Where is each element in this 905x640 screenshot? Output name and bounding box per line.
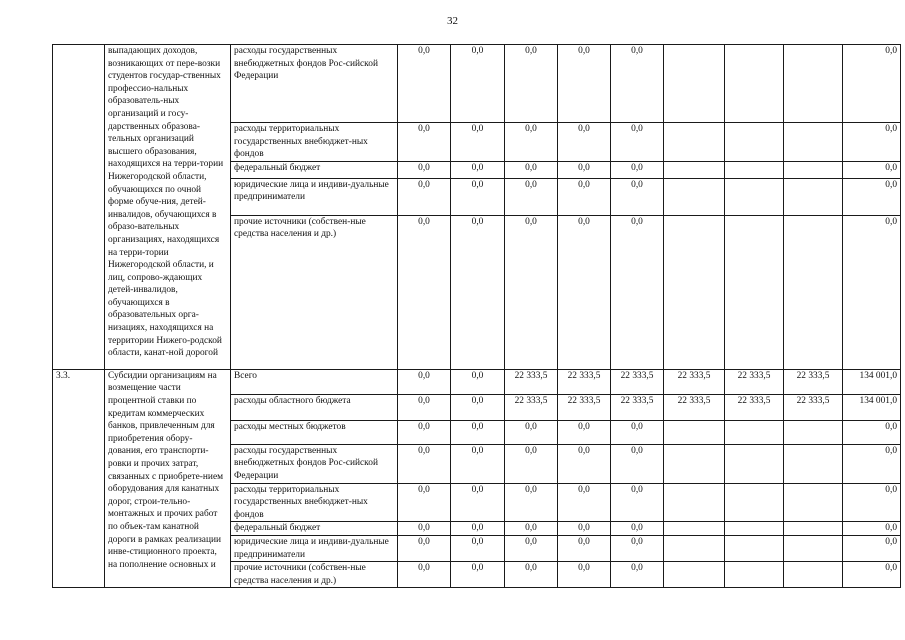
funding-source: расходы областного бюджета [231,394,398,420]
year-value: 0,0 [611,420,664,444]
year-value: 0,0 [451,420,505,444]
year-value [725,420,784,444]
row-index [53,45,105,370]
funding-source: прочие источники (собствен-ные средства населения и др.) [231,562,398,588]
page-number: 32 [447,15,458,27]
year-value: 0,0 [558,420,611,444]
year-value: 0,0 [451,45,505,123]
year-value [725,562,784,588]
year-value: 0,0 [398,420,451,444]
year-value: 0,0 [398,369,451,394]
year-value: 0,0 [558,483,611,522]
year-value: 0,0 [505,123,558,162]
funding-source: федеральный бюджет [231,522,398,536]
year-value: 0,0 [398,535,451,561]
year-value [784,178,843,215]
total-value: 0,0 [843,444,901,483]
year-value [784,215,843,369]
year-value: 0,0 [611,562,664,588]
year-value: 0,0 [451,535,505,561]
year-value [664,161,725,178]
year-value: 0,0 [451,522,505,536]
year-value: 0,0 [398,394,451,420]
year-value [784,444,843,483]
year-value [725,444,784,483]
year-value [725,161,784,178]
year-value: 22 333,5 [611,369,664,394]
year-value: 22 333,5 [664,369,725,394]
year-value [664,444,725,483]
year-value: 0,0 [451,161,505,178]
year-value: 0,0 [505,535,558,561]
total-value: 0,0 [843,535,901,561]
total-value: 0,0 [843,522,901,536]
year-value [784,522,843,536]
year-value: 0,0 [611,215,664,369]
year-value [664,420,725,444]
funding-source: Всего [231,369,398,394]
total-value: 0,0 [843,562,901,588]
funding-source: юридические лица и индиви-дуальные предприниматели [231,535,398,561]
year-value [725,535,784,561]
year-value: 0,0 [505,522,558,536]
year-value [664,483,725,522]
year-value: 0,0 [398,123,451,162]
year-value: 0,0 [505,444,558,483]
year-value [664,522,725,536]
year-value [664,562,725,588]
row-index: 3.3. [53,369,105,588]
year-value [725,45,784,123]
funding-source: федеральный бюджет [231,161,398,178]
funding-source: расходы местных бюджетов [231,420,398,444]
year-value: 0,0 [505,215,558,369]
year-value [784,420,843,444]
total-value: 134 001,0 [843,394,901,420]
year-value: 0,0 [558,215,611,369]
year-value [664,123,725,162]
year-value: 0,0 [505,45,558,123]
year-value: 0,0 [398,161,451,178]
year-value: 22 333,5 [725,394,784,420]
year-value: 0,0 [611,45,664,123]
year-value [664,535,725,561]
year-value: 0,0 [558,161,611,178]
year-value: 0,0 [505,420,558,444]
year-value: 0,0 [398,444,451,483]
measure-description: выпадающих доходов, возникающих от пере-возки студентов государ-ственных профессио-нальных образователь-ных организаций и госу-дарственных образова-тельных организаций высшего образования, находящихся на терри-тории Нижегородской области, обучающихся по очной форме обуче-ния, детей-инвалидов, обучающихся в образо-вательных организациях, находящихся на терри-тории Нижегородской области, и лиц, сопрово-ждающих детей-инвалидов, обучающихся в образовательных орга-низациях, находящихся на территории Нижего-родской области, канат-ной дорогой [105,45,231,370]
year-value: 0,0 [558,45,611,123]
year-value: 0,0 [451,444,505,483]
year-value: 22 333,5 [664,394,725,420]
year-value: 0,0 [558,535,611,561]
year-value: 0,0 [505,178,558,215]
funding-source: расходы территориальных государственных внебюджет-ных фондов [231,483,398,522]
year-value [725,215,784,369]
funding-source: прочие источники (собствен-ные средства населения и др.) [231,215,398,369]
funding-source: юридические лица и индиви-дуальные предприниматели [231,178,398,215]
year-value: 0,0 [558,178,611,215]
total-value: 0,0 [843,215,901,369]
year-value: 0,0 [451,215,505,369]
year-value [664,215,725,369]
year-value: 0,0 [611,444,664,483]
year-value [784,535,843,561]
funding-source: расходы территориальных государственных внебюджет-ных фондов [231,123,398,162]
table-row [53,45,901,123]
year-value: 22 333,5 [784,369,843,394]
year-value: 22 333,5 [784,394,843,420]
year-value [725,522,784,536]
table-row [53,369,901,394]
year-value: 0,0 [451,369,505,394]
year-value: 0,0 [451,178,505,215]
funding-source: расходы государственных внебюджетных фондов Рос-сийской Федерации [231,45,398,123]
year-value: 0,0 [558,522,611,536]
year-value: 22 333,5 [558,394,611,420]
year-value [725,123,784,162]
year-value [664,45,725,123]
year-value: 0,0 [505,483,558,522]
measure-description: Субсидии организациям на возмещение части процентной ставки по кредитам коммерческих банков, привлеченным для приобретения обору-дования, его транспорти-ровки и прочих затрат, связанных с приобрете-нием оборудования для канатных дорог, строи-тельно-монтажных и прочих работ по объек-там канатной дороги в рамках реализации инве-стиционного проекта, на пополнение основных и [105,369,231,588]
year-value: 0,0 [611,178,664,215]
budget-table [52,44,901,588]
year-value: 0,0 [398,483,451,522]
year-value: 0,0 [451,483,505,522]
total-value: 0,0 [843,161,901,178]
year-value [784,161,843,178]
year-value: 0,0 [398,562,451,588]
total-value: 0,0 [843,178,901,215]
total-value: 0,0 [843,420,901,444]
year-value [725,178,784,215]
year-value: 0,0 [611,483,664,522]
year-value: 0,0 [558,562,611,588]
year-value [784,562,843,588]
year-value [784,123,843,162]
year-value: 0,0 [611,522,664,536]
year-value: 0,0 [558,123,611,162]
total-value: 0,0 [843,483,901,522]
year-value: 0,0 [505,562,558,588]
year-value: 0,0 [611,535,664,561]
total-value: 0,0 [843,45,901,123]
total-value: 134 001,0 [843,369,901,394]
year-value: 22 333,5 [725,369,784,394]
year-value: 0,0 [611,161,664,178]
year-value: 0,0 [451,123,505,162]
funding-source: расходы государственных внебюджетных фондов Рос-сийской Федерации [231,444,398,483]
year-value: 22 333,5 [505,369,558,394]
year-value: 0,0 [398,522,451,536]
year-value: 22 333,5 [558,369,611,394]
year-value [664,178,725,215]
year-value: 22 333,5 [611,394,664,420]
year-value [725,483,784,522]
year-value: 0,0 [451,562,505,588]
year-value: 0,0 [398,215,451,369]
year-value: 0,0 [398,178,451,215]
year-value: 0,0 [558,444,611,483]
total-value: 0,0 [843,123,901,162]
year-value: 0,0 [451,394,505,420]
year-value: 0,0 [611,123,664,162]
year-value [784,45,843,123]
year-value: 0,0 [505,161,558,178]
year-value [784,483,843,522]
year-value: 0,0 [398,45,451,123]
year-value: 22 333,5 [505,394,558,420]
